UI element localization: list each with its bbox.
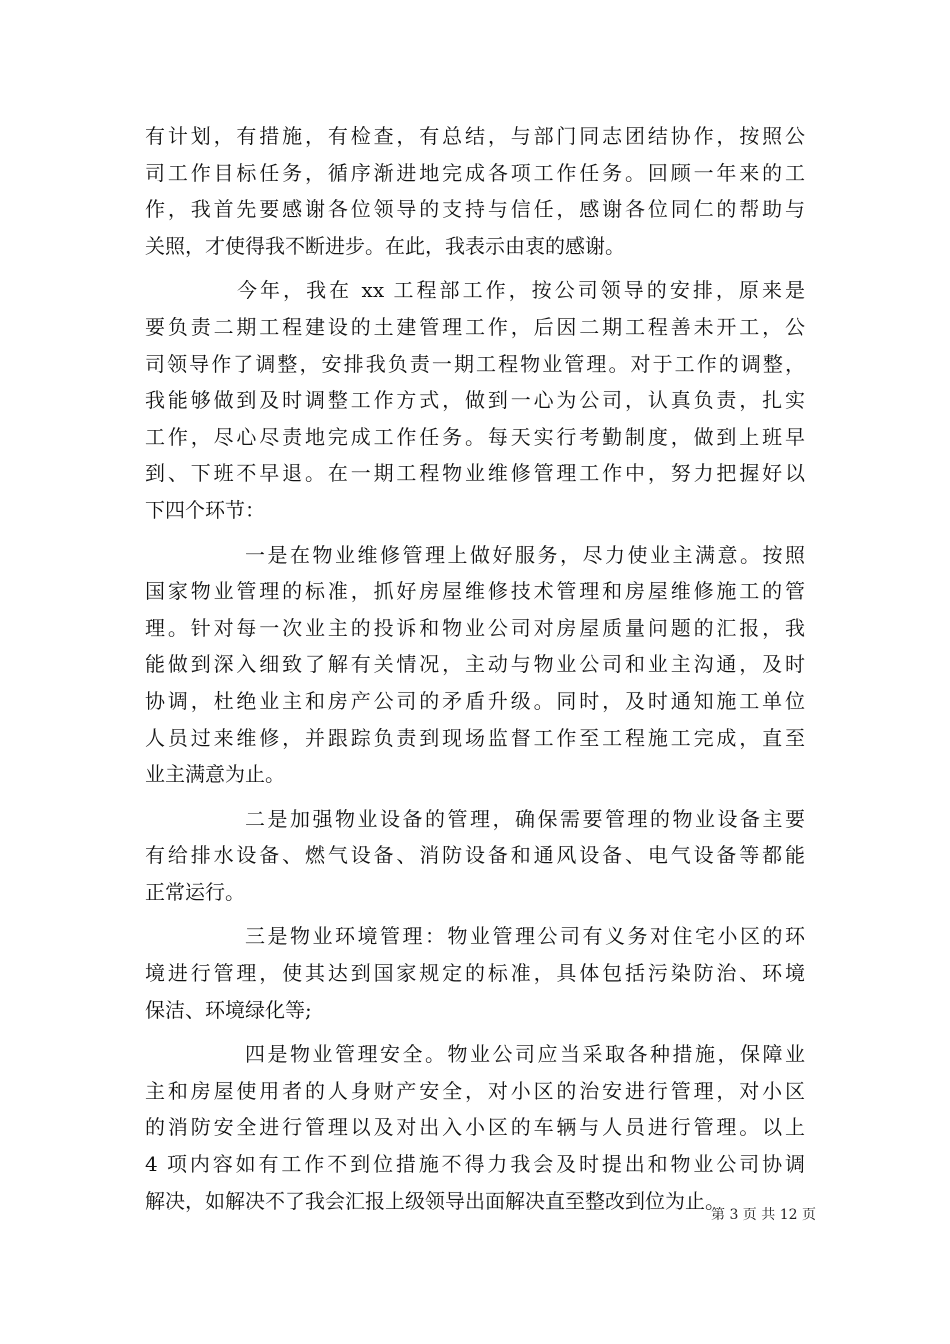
text-line: 关照，才使得我不断进步。在此，我表示由衷的感谢。 [145, 233, 625, 258]
text-line: 国家物业管理的标准，抓好房屋维修技术管理和房屋维修施工的管 [145, 579, 805, 604]
text-line: 业主满意为止。 [145, 762, 285, 787]
paragraph-item-two [145, 801, 805, 911]
text-line: 保洁、环境绿化等; [145, 997, 312, 1022]
text-line: 今年，我在 xx 工程部工作，按公司领导的安排，原来是 [237, 278, 805, 303]
text-line: 人员过来维修，并跟踪负责到现场监督工作至工程施工完成，直至 [145, 725, 805, 750]
text-line: 境进行管理，使其达到国家规定的标准，具体包括污染防治、环境 [145, 961, 805, 986]
paragraph-this-year [145, 272, 805, 528]
text-line: 的消防安全进行管理以及对出入小区的车辆与人员进行管理。以上 [145, 1115, 805, 1140]
text-line: 解决，如解决不了我会汇报上级领导出面解决直至整改到位为止。 [145, 1188, 725, 1213]
text-line: 理。针对每一次业主的投诉和物业公司对房屋质量问题的汇报，我 [145, 615, 805, 640]
paragraph-item-one [145, 537, 805, 793]
text-line: 有计划，有措施，有检查，有总结，与部门同志团结协作，按照公 [145, 124, 805, 148]
text-line: 一是在物业维修管理上做好服务，尽力使业主满意。按照 [245, 542, 805, 567]
text-line: 能做到深入细致了解有关情况，主动与物业公司和业主沟通，及时 [145, 652, 805, 677]
text-line: 到、下班不早退。在一期工程物业维修管理工作中，努力把握好以 [145, 461, 805, 486]
text-line: 有给排水设备、燃气设备、消防设备和通风设备、电气设备等都能 [145, 843, 805, 868]
text-line: 正常运行。 [145, 879, 245, 904]
document-body [145, 118, 805, 1219]
paragraph-intro [145, 118, 805, 264]
page-number-footer: 第 3 页 共 12 页 [711, 1207, 816, 1223]
text-line: 四是物业管理安全。物业公司应当采取各种措施，保障业 [245, 1042, 805, 1067]
text-line: 我能够做到及时调整工作方式，做到一心为公司，认真负责，扎实 [145, 388, 805, 413]
text-line: 司工作目标任务，循序渐进地完成各项工作任务。回顾一年来的工 [145, 160, 805, 185]
paragraph-item-four [145, 1036, 805, 1219]
text-line: 4 项内容如有工作不到位措施不得力我会及时提出和物业公司协调 [145, 1152, 805, 1177]
text-line: 主和房屋使用者的人身财产安全，对小区的治安进行管理，对小区 [145, 1078, 805, 1103]
text-line: 要负责二期工程建设的土建管理工作，后因二期工程善未开工，公 [145, 314, 805, 339]
text-line: 下四个环节： [145, 497, 265, 522]
text-line: 三是物业环境管理：物业管理公司有义务对住宅小区的环 [245, 924, 805, 949]
text-line: 二是加强物业设备的管理，确保需要管理的物业设备主要 [245, 806, 805, 831]
text-line: 司领导作了调整，安排我负责一期工程物业管理。对于工作的调整， [145, 351, 805, 376]
text-line: 协调，杜绝业主和房产公司的矛盾升级。同时，及时通知施工单位 [145, 688, 805, 713]
text-line: 作，我首先要感谢各位领导的支持与信任，感谢各位同仁的帮助与 [145, 197, 805, 222]
paragraph-item-three [145, 918, 805, 1028]
text-line: 工作，尽心尽责地完成工作任务。每天实行考勤制度，做到上班早 [145, 424, 805, 449]
